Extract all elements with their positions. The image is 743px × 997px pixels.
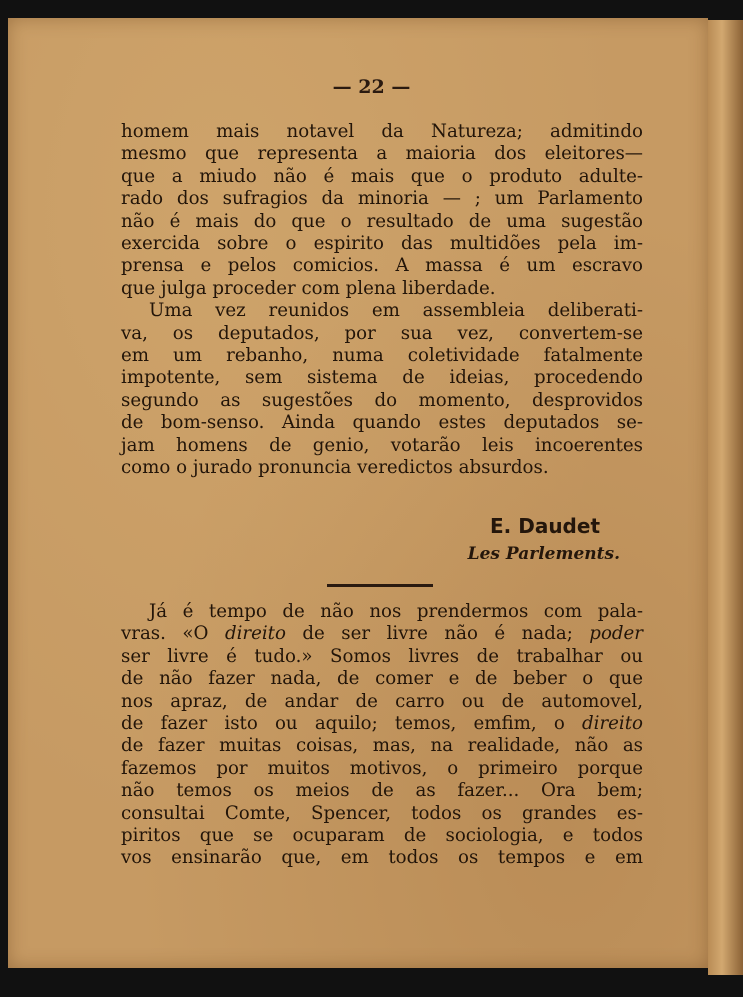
text-line: mesmo que representa a maioria dos eleitores—: [121, 143, 643, 165]
text-line: impotente, sem sistema de ideias, procedendo: [121, 367, 643, 389]
page-edge: [708, 20, 743, 975]
text-line: rado dos sufragios da minoria — ; um Parlamento: [121, 188, 643, 210]
text-line: que a miudo não é mais que o produto adulte-: [121, 165, 643, 187]
quote-author: E. Daudet: [490, 514, 600, 538]
text-line: segundo as sugestões do momento, desprovidos: [121, 389, 643, 411]
text-line: piritos que se ocuparam de sociologia, e todos: [121, 825, 643, 847]
text-line: de fazer muitas coisas, mas, na realidade, não as: [121, 735, 643, 757]
text-line: jam homens de genio, votarão leis incoerentes: [121, 434, 643, 456]
quote-source: Les Parlements.: [467, 544, 620, 564]
text-line: não é mais do que o resultado de uma sugestão: [121, 210, 643, 232]
text-line: nos apraz, de andar de carro ou de automovel,: [121, 690, 643, 712]
paragraph-second: [121, 601, 643, 870]
text-line: consultai Comte, Spencer, todos os grandes es-: [121, 802, 643, 824]
text-line: de não fazer nada, de comer e de beber o que: [121, 668, 643, 690]
text-line: fazemos por muitos motivos, o primeiro porque: [121, 757, 643, 779]
text-line: homem mais notavel da Natureza; admitindo: [121, 121, 643, 142]
text-line: que julga proceder com plena liberdade.: [121, 277, 496, 299]
text-line: va, os deputados, por sua vez, convertem-se: [121, 322, 643, 344]
page-number: — 22 —: [332, 76, 411, 98]
text-line: exercida sobre o espirito das multidões pela im-: [121, 233, 643, 255]
text-line: Uma vez reunidos em assembleia deliberati-: [149, 300, 643, 322]
paragraph-first: [121, 121, 643, 480]
text-line: ser livre é tudo.» Somos livres de trabalhar ou: [121, 645, 643, 667]
text-line: de bom-senso. Ainda quando estes deputados se-: [121, 412, 643, 434]
text-line: Já é tempo de não nos prendermos com pala-: [149, 601, 643, 622]
section-divider: [327, 584, 433, 587]
text-line: em um rebanho, numa coletividade fatalmente: [121, 345, 643, 367]
text-line: prensa e pelos comicios. A massa é um escravo: [121, 255, 643, 277]
text-line: como o jurado pronuncia veredictos absurdos.: [121, 457, 549, 479]
text-line: vras. «O direito de ser livre não é nada; poder: [121, 623, 643, 645]
text-line: de fazer isto ou aquilo; temos, emfim, o direito: [121, 713, 643, 735]
text-line: vos ensinarão que, em todos os tempos e em: [121, 847, 643, 869]
text-line: não temos os meios de as fazer... Ora bem;: [121, 780, 643, 802]
